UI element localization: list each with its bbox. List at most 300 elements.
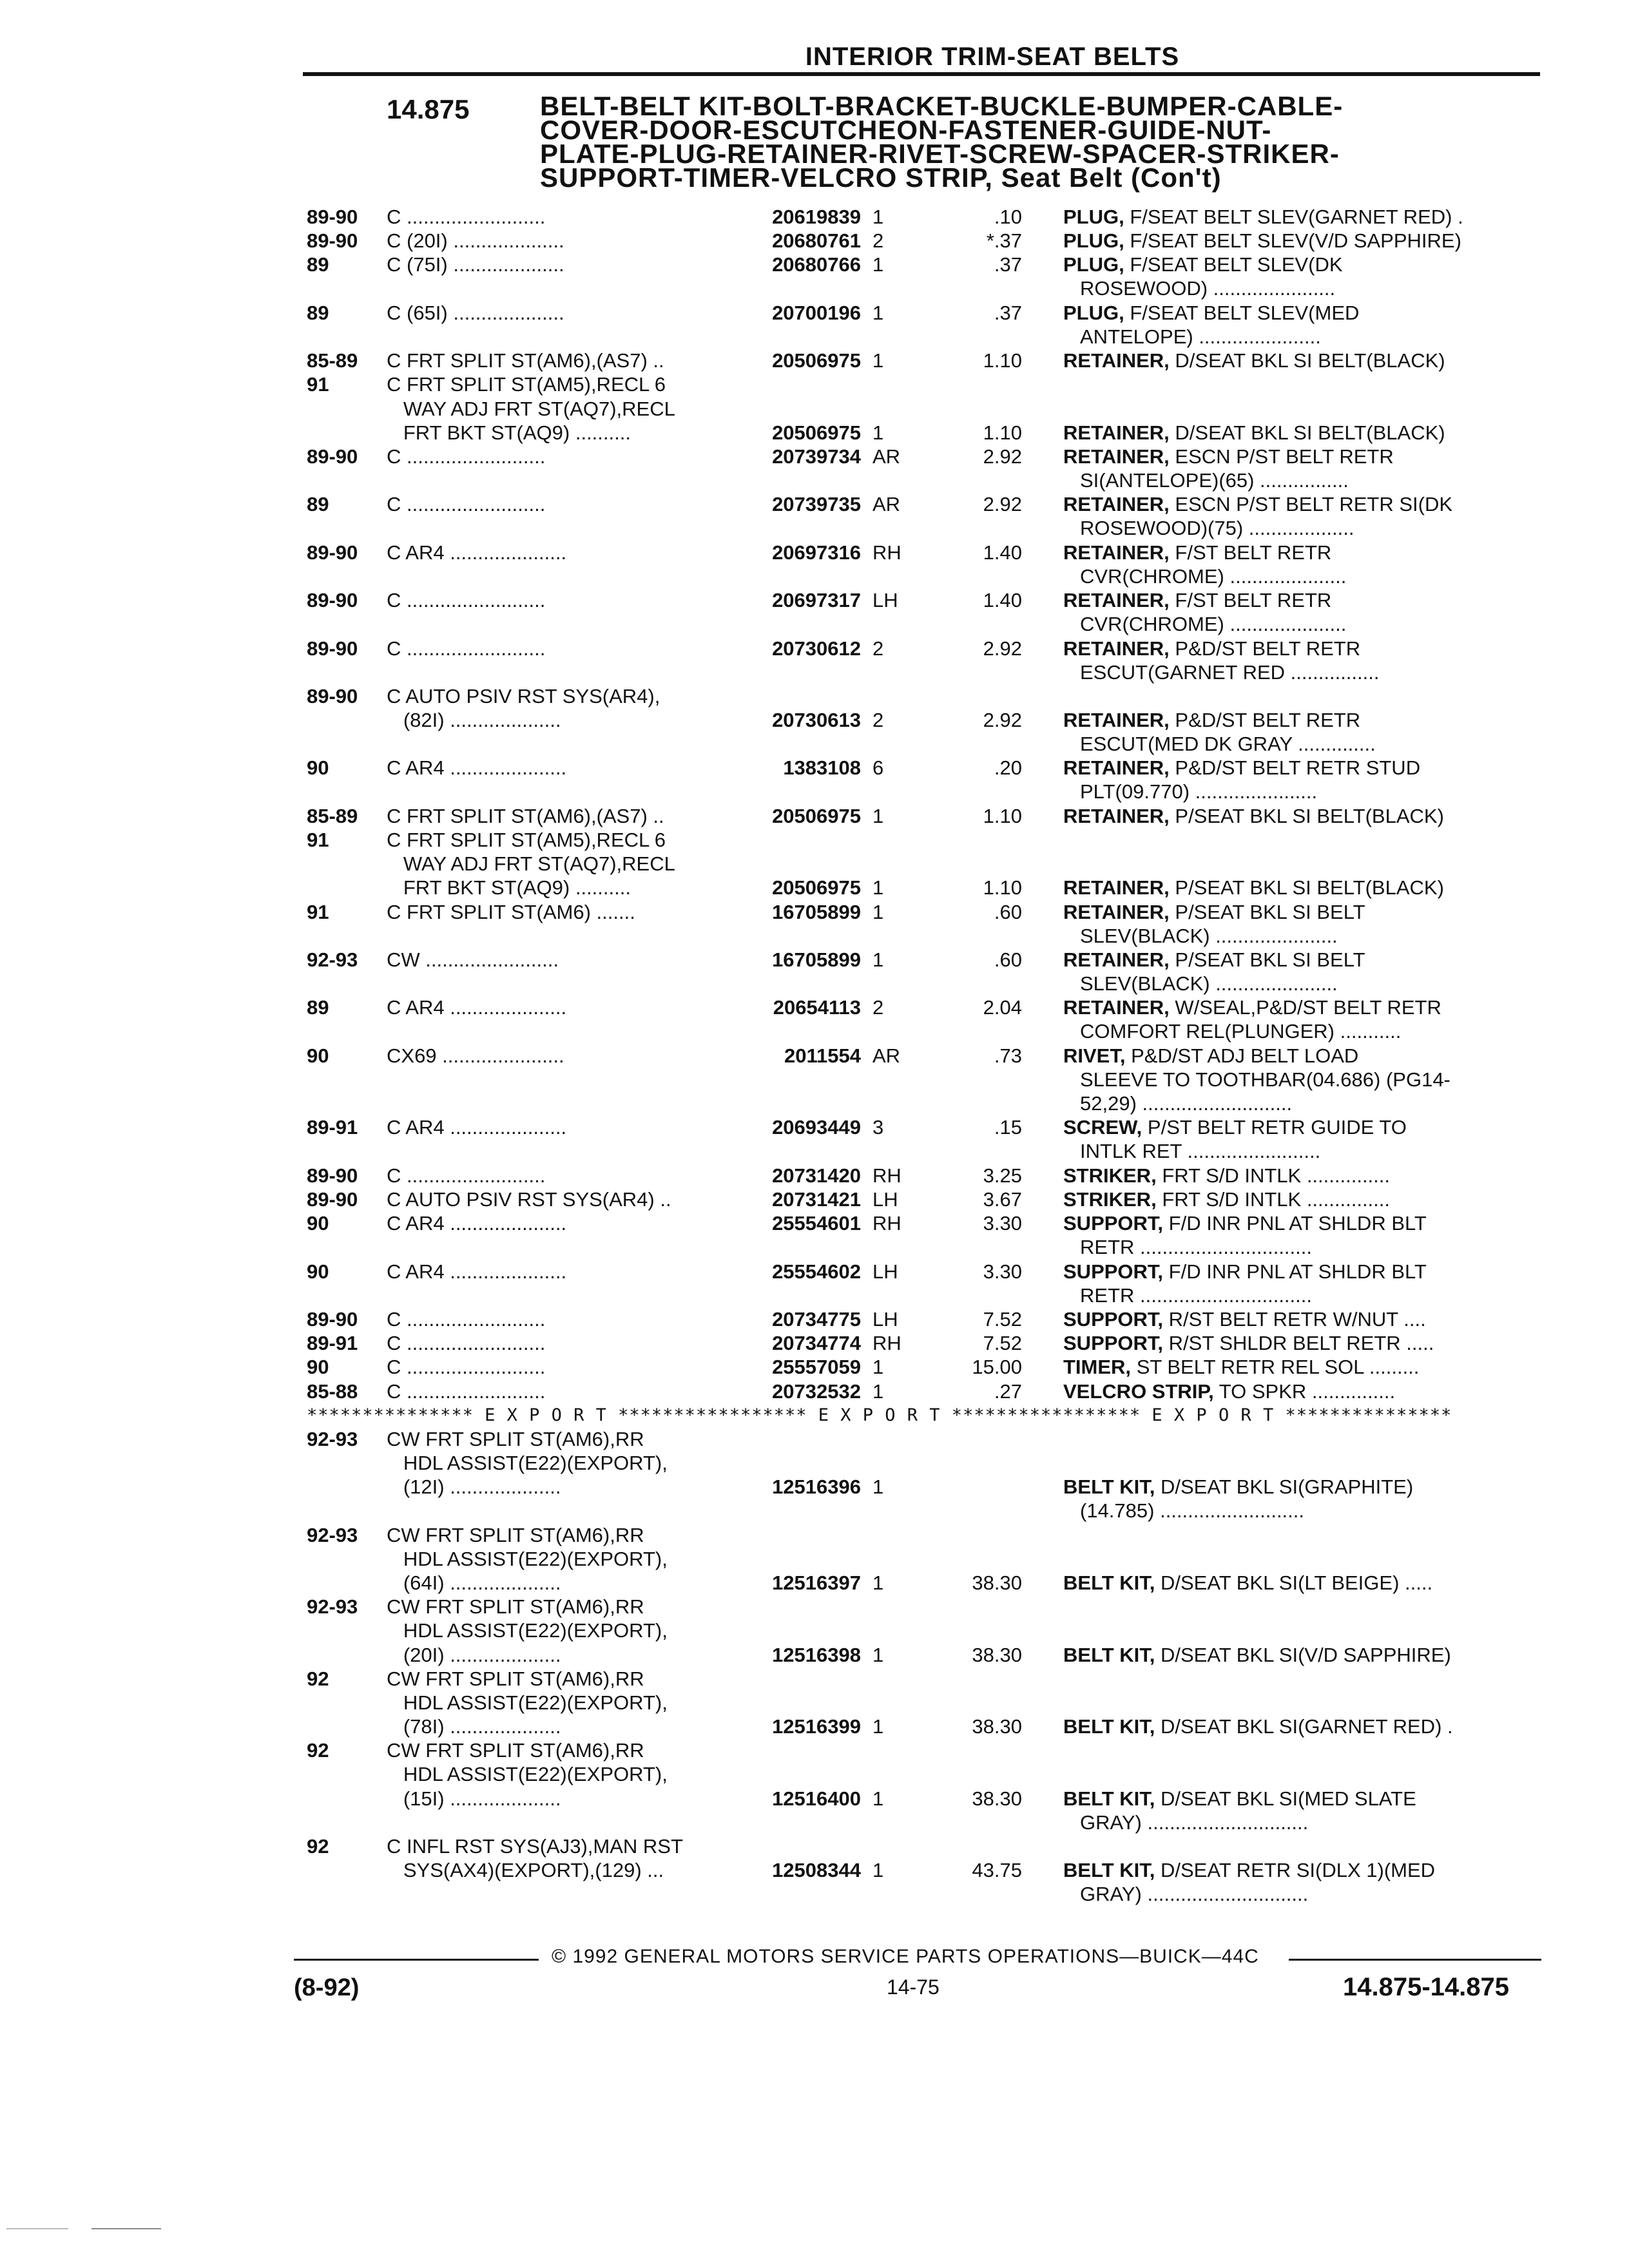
part-application: C FRT SPLIT ST(AM6),(AS7) .. <box>387 804 664 827</box>
part-name: SUPPORT, <box>1063 1212 1164 1235</box>
part-description <box>1063 1115 1534 1163</box>
part-number: 20693449 <box>772 1116 861 1139</box>
part-row <box>307 948 1531 995</box>
part-quantity: RH <box>872 1332 901 1355</box>
part-year: 91 <box>307 373 329 396</box>
part-description-line: F/SEAT BELT SLEV(MED <box>1130 301 1360 324</box>
part-year: 89 <box>307 301 329 324</box>
part-quantity: 1 <box>872 1643 884 1666</box>
part-description <box>1063 756 1534 803</box>
part-name: RETAINER, <box>1063 876 1170 899</box>
part-name: SUPPORT, <box>1063 1260 1164 1283</box>
part-application: C AR4 ..................... <box>387 996 567 1019</box>
part-quantity: 1 <box>872 1571 884 1594</box>
part-number: 20506975 <box>772 349 861 372</box>
part-description-line: F/D INR PNL AT SHLDR BLT <box>1168 1260 1427 1283</box>
part-application: HDL ASSIST(E22)(EXPORT), <box>387 1763 668 1786</box>
part-quantity: 2 <box>872 229 884 253</box>
part-year: 89-90 <box>307 1164 358 1187</box>
part-price: 43.75 <box>972 1859 1022 1882</box>
part-quantity: LH <box>872 1307 898 1331</box>
part-quantity: 1 <box>872 301 884 324</box>
part-name: BELT KIT, <box>1063 1643 1155 1666</box>
part-number: 20739735 <box>772 493 861 516</box>
part-name: SCREW, <box>1063 1116 1142 1139</box>
part-row <box>307 445 1531 492</box>
part-description-line: R/ST SHLDR BELT RETR ..... <box>1168 1332 1434 1355</box>
part-price: 1.40 <box>983 541 1022 564</box>
part-year: 92-93 <box>307 1595 358 1619</box>
part-price: .10 <box>994 206 1022 228</box>
part-application: C AR4 ..................... <box>387 541 567 564</box>
part-description-line: P/SEAT BKL SI BELT(BLACK) <box>1175 804 1444 827</box>
part-price: 38.30 <box>972 1643 1022 1666</box>
part-application: C ......................... <box>387 1164 546 1187</box>
part-application: C ......................... <box>387 1379 546 1403</box>
part-row <box>307 804 1531 828</box>
part-row <box>307 301 1531 349</box>
part-name: RETAINER, <box>1063 996 1170 1019</box>
part-number: 20734774 <box>772 1332 861 1355</box>
footer-copyright: © 1992 GENERAL MOTORS SERVICE PARTS OPERATIONS—BUICK—44C <box>552 1946 1259 1967</box>
part-description-line: D/SEAT BKL SI BELT(BLACK) <box>1175 349 1445 372</box>
part-quantity: 1 <box>872 876 884 899</box>
part-row <box>307 1427 1531 1523</box>
part-quantity: LH <box>872 589 898 612</box>
export-separator: *************** E X P O R T ***************** E X P O R T ***************** E X P O R T *************** <box>307 1405 1452 1425</box>
part-quantity: 1 <box>872 1379 884 1403</box>
part-description-line: SI(ANTELOPE)(65) ................ <box>1080 468 1349 492</box>
part-price: .15 <box>994 1116 1022 1139</box>
part-application: C INFL RST SYS(AJ3),MAN RST <box>387 1835 683 1858</box>
footer-rule-left <box>294 1959 539 1961</box>
part-application: CW FRT SPLIT ST(AM6),RR <box>387 1523 644 1546</box>
part-price: 1.10 <box>983 876 1022 899</box>
part-year: 91 <box>307 900 329 923</box>
part-quantity: AR <box>872 445 901 468</box>
part-year: 89-90 <box>307 1188 358 1211</box>
part-application: (64I) .................... <box>387 1571 561 1594</box>
part-application: C ......................... <box>387 637 546 660</box>
part-row <box>307 1667 1531 1739</box>
part-row <box>307 205 1531 229</box>
part-price: .60 <box>994 948 1022 972</box>
part-description <box>1063 205 1534 229</box>
part-description-line: P&D/ST BELT RETR <box>1175 709 1361 732</box>
part-description <box>1063 349 1534 372</box>
part-number: 1383108 <box>783 756 861 780</box>
part-quantity: 1 <box>872 948 884 972</box>
part-application: C ......................... <box>387 1332 546 1355</box>
footer-section-range: 14.875-14.875 <box>1343 1973 1510 2001</box>
part-application: HDL ASSIST(E22)(EXPORT), <box>387 1451 668 1474</box>
part-number: 20506975 <box>772 421 861 444</box>
part-price: 1.10 <box>983 804 1022 827</box>
part-description-line: F/ST BELT RETR <box>1175 541 1332 564</box>
part-description-line: P/ST BELT RETR GUIDE TO <box>1147 1116 1407 1139</box>
part-quantity: LH <box>872 1188 898 1211</box>
part-description <box>1063 1331 1534 1355</box>
part-application: CW FRT SPLIT ST(AM6),RR <box>387 1595 644 1619</box>
part-name: BELT KIT, <box>1063 1715 1155 1738</box>
part-description-line: SLEV(BLACK) ...................... <box>1080 924 1338 947</box>
part-application: SYS(AX4)(EXPORT),(129) ... <box>387 1859 664 1882</box>
part-year: 89-90 <box>307 684 358 707</box>
part-name: PLUG, <box>1063 229 1124 253</box>
part-year: 92 <box>307 1667 329 1690</box>
part-year: 89-90 <box>307 229 358 253</box>
part-quantity: 1 <box>872 349 884 372</box>
part-number: 20680761 <box>772 229 861 253</box>
part-number: 16705899 <box>772 948 861 972</box>
part-description-line: FRT S/D INTLK ............... <box>1162 1164 1391 1187</box>
part-price: 1.10 <box>983 421 1022 444</box>
part-row <box>307 1307 1531 1331</box>
part-description-line: P&D/ST BELT RETR STUD <box>1175 756 1421 780</box>
part-row <box>307 1523 1531 1595</box>
part-price: .20 <box>994 756 1022 780</box>
part-price: 15.00 <box>972 1356 1022 1379</box>
part-price: 3.67 <box>983 1188 1022 1211</box>
part-quantity: RH <box>872 1164 901 1187</box>
part-year: 89-90 <box>307 541 358 564</box>
part-description <box>1063 588 1534 636</box>
part-description-line: W/SEAL,P&D/ST BELT RETR <box>1175 996 1441 1019</box>
part-row <box>307 1115 1531 1163</box>
part-row <box>307 253 1531 300</box>
part-description <box>1063 1211 1534 1259</box>
part-number: 20734775 <box>772 1307 861 1331</box>
part-year: 89 <box>307 493 329 516</box>
part-price: 2.92 <box>983 493 1022 516</box>
part-description-line: RETR ............................... <box>1080 1283 1312 1307</box>
part-name: RETAINER, <box>1063 637 1170 660</box>
part-row <box>307 995 1531 1043</box>
footer-rule-right <box>1289 1959 1541 1961</box>
part-year: 89-90 <box>307 445 358 468</box>
part-quantity: 1 <box>872 206 884 228</box>
part-year: 90 <box>307 756 329 780</box>
part-quantity: AR <box>872 493 901 516</box>
page-header-title: INTERIOR TRIM-SEAT BELTS <box>805 43 1180 71</box>
part-quantity: 1 <box>872 421 884 444</box>
part-description <box>1063 948 1534 995</box>
part-description <box>1063 804 1534 828</box>
part-year: 92-93 <box>307 1427 358 1450</box>
part-description-line: D/SEAT BKL SI(MED SLATE <box>1161 1787 1416 1810</box>
part-row <box>307 229 1531 253</box>
part-application: (78I) .................... <box>387 1715 561 1738</box>
part-row <box>307 372 1531 445</box>
part-description-line: COMFORT REL(PLUNGER) ........... <box>1080 1020 1402 1043</box>
part-name: TIMER, <box>1063 1356 1132 1379</box>
part-quantity: 1 <box>872 253 884 276</box>
part-quantity: 1 <box>872 1356 884 1379</box>
section-title-line: SUPPORT-TIMER-VELCRO STRIP, Seat Belt (Con't) <box>540 162 1222 193</box>
part-application: C AR4 ..................... <box>387 1116 567 1139</box>
part-application: (82I) .................... <box>387 709 561 732</box>
part-name: STRIKER, <box>1063 1188 1157 1211</box>
part-number: 20619839 <box>772 206 861 228</box>
part-row <box>307 1164 1531 1187</box>
part-application: C AUTO PSIV RST SYS(AR4) .. <box>387 1188 671 1211</box>
part-number: 12516400 <box>772 1787 861 1810</box>
part-description-line: D/SEAT BKL SI(GRAPHITE) <box>1161 1475 1414 1499</box>
part-description <box>1063 1858 1534 1906</box>
section-title-line: COVER-DOOR-ESCUTCHEON-FASTENER-GUIDE-NUT- <box>540 115 1272 145</box>
part-row <box>307 1595 1531 1667</box>
part-name: RETAINER, <box>1063 709 1170 732</box>
part-description <box>1063 637 1534 684</box>
part-description <box>1063 900 1534 948</box>
part-price: 7.52 <box>983 1307 1022 1331</box>
part-name: SUPPORT, <box>1063 1307 1164 1331</box>
part-year: 92-93 <box>307 1523 358 1546</box>
part-quantity: 2 <box>872 709 884 732</box>
part-number: 20700196 <box>772 301 861 324</box>
part-description-line: RETR ............................... <box>1080 1236 1312 1259</box>
part-description <box>1063 253 1534 300</box>
part-name: RETAINER, <box>1063 804 1170 827</box>
section-title-line: PLATE-PLUG-RETAINER-RIVET-SCREW-SPACER-STRIKER- <box>540 139 1340 169</box>
part-year: 89-91 <box>307 1116 358 1139</box>
part-number: 20731420 <box>772 1164 861 1187</box>
part-year: 92 <box>307 1739 329 1762</box>
part-year: 92-93 <box>307 948 358 972</box>
part-row <box>307 1834 1531 1907</box>
part-description-line: CVR(CHROME) ..................... <box>1080 613 1347 636</box>
part-year: 89-90 <box>307 637 358 660</box>
part-number: 20732532 <box>772 1379 861 1403</box>
part-name: PLUG, <box>1063 206 1124 228</box>
part-number: 20697317 <box>772 589 861 612</box>
part-description-line: D/SEAT BKL SI BELT(BLACK) <box>1175 421 1445 444</box>
part-quantity: 2 <box>872 996 884 1019</box>
part-description-line: F/SEAT BELT SLEV(DK <box>1130 253 1343 276</box>
part-name: RETAINER, <box>1063 349 1170 372</box>
part-price: .37 <box>994 301 1022 324</box>
part-description-line: R/ST BELT RETR W/NUT .... <box>1168 1307 1426 1331</box>
part-row <box>307 1331 1531 1355</box>
part-description <box>1063 708 1534 756</box>
part-application: C FRT SPLIT ST(AM6) ....... <box>387 900 635 923</box>
part-number: 20731421 <box>772 1188 861 1211</box>
part-year: 92 <box>307 1835 329 1858</box>
part-description <box>1063 1787 1534 1834</box>
part-name: BELT KIT, <box>1063 1571 1155 1594</box>
part-year: 85-89 <box>307 804 358 827</box>
part-description-line: PLT(09.770) ...................... <box>1080 780 1318 803</box>
header-rule <box>303 72 1540 76</box>
part-year: 90 <box>307 1260 329 1283</box>
part-quantity: 3 <box>872 1116 884 1139</box>
part-description <box>1063 1044 1534 1115</box>
part-description-line: FRT S/D INTLK ............... <box>1162 1188 1391 1211</box>
part-number: 16705899 <box>772 900 861 923</box>
part-description <box>1063 445 1534 492</box>
part-quantity: 1 <box>872 804 884 827</box>
part-number: 12508344 <box>772 1859 861 1882</box>
part-application: CX69 ...................... <box>387 1044 564 1067</box>
part-description <box>1063 1355 1534 1379</box>
scan-artifact <box>6 2228 161 2229</box>
footer-page-number: 14-75 <box>887 1975 940 1999</box>
part-row <box>307 684 1531 756</box>
part-description-line: GRAY) ............................. <box>1080 1883 1309 1906</box>
part-description-line: ROSEWOOD) ...................... <box>1080 277 1336 300</box>
part-description-line: D/SEAT BKL SI(GARNET RED) . <box>1161 1715 1453 1738</box>
part-name: RETAINER, <box>1063 900 1170 923</box>
part-description-line: D/SEAT RETR SI(DLX 1)(MED <box>1161 1859 1436 1882</box>
part-description-line: F/D INR PNL AT SHLDR BLT <box>1168 1212 1427 1235</box>
part-description <box>1063 1571 1534 1595</box>
part-row <box>307 1044 1531 1116</box>
part-quantity: 1 <box>872 1859 884 1882</box>
part-price: 1.40 <box>983 589 1022 612</box>
part-number: 25554601 <box>772 1212 861 1235</box>
part-price: 2.92 <box>983 709 1022 732</box>
part-year: 90 <box>307 1044 329 1067</box>
part-row <box>307 1187 1531 1211</box>
part-number: 25557059 <box>772 1356 861 1379</box>
part-description-line: CVR(CHROME) ..................... <box>1080 564 1347 588</box>
part-description-line: ESCUT(MED DK GRAY .............. <box>1080 733 1376 756</box>
part-application: FRT BKT ST(AQ9) .......... <box>387 421 631 444</box>
part-number: 20654113 <box>773 996 861 1019</box>
part-description <box>1063 1260 1534 1307</box>
part-row <box>307 1379 1531 1403</box>
part-application: CW FRT SPLIT ST(AM6),RR <box>387 1667 644 1690</box>
part-application: HDL ASSIST(E22)(EXPORT), <box>387 1547 668 1570</box>
part-description-line: P/SEAT BKL SI BELT <box>1175 948 1365 972</box>
part-application: (20I) .................... <box>387 1643 561 1666</box>
part-year: 89 <box>307 996 329 1019</box>
part-row <box>307 828 1531 900</box>
part-application: C AR4 ..................... <box>387 756 567 780</box>
part-row <box>307 349 1531 372</box>
part-application: C AR4 ..................... <box>387 1212 567 1235</box>
part-name: SUPPORT, <box>1063 1332 1164 1355</box>
part-year: 85-89 <box>307 349 358 372</box>
part-year: 91 <box>307 829 329 852</box>
part-application: C ......................... <box>387 445 546 468</box>
part-description-line: F/SEAT BELT SLEV(GARNET RED) . <box>1130 206 1463 228</box>
part-name: BELT KIT, <box>1063 1787 1155 1810</box>
part-name: PLUG, <box>1063 301 1124 324</box>
part-number: 20697316 <box>772 541 861 564</box>
part-price: 1.10 <box>983 349 1022 372</box>
part-name: RETAINER, <box>1063 541 1170 564</box>
part-description-line: P&D/ST BELT RETR <box>1175 637 1361 660</box>
section-title-line: BELT-BELT KIT-BOLT-BRACKET-BUCKLE-BUMPER-CABLE- <box>540 91 1344 121</box>
part-name: VELCRO STRIP, <box>1063 1379 1214 1403</box>
part-price: 3.25 <box>983 1164 1022 1187</box>
part-quantity: 1 <box>872 1475 884 1499</box>
part-description <box>1063 1715 1534 1738</box>
part-year: 85-88 <box>307 1379 358 1403</box>
part-description-line: SLEEVE TO TOOTHBAR(04.686) (PG14- <box>1080 1068 1451 1091</box>
part-application: C ......................... <box>387 1307 546 1331</box>
part-application: FRT BKT ST(AQ9) .......... <box>387 876 631 899</box>
part-row <box>307 541 1531 588</box>
part-application: WAY ADJ FRT ST(AQ7),RECL <box>387 852 675 876</box>
part-application: CW FRT SPLIT ST(AM6),RR <box>387 1427 644 1450</box>
part-description <box>1063 492 1534 540</box>
part-name: RETAINER, <box>1063 589 1170 612</box>
part-name: RETAINER, <box>1063 445 1170 468</box>
part-description <box>1063 1379 1534 1403</box>
part-name: RETAINER, <box>1063 948 1170 972</box>
part-description-line: ST BELT RETR REL SOL ......... <box>1136 1356 1420 1379</box>
part-description-line: 52,29) ........................... <box>1080 1091 1293 1115</box>
part-description <box>1063 1475 1534 1523</box>
part-name: STRIKER, <box>1063 1164 1157 1187</box>
part-number: 20506975 <box>772 804 861 827</box>
part-quantity: 6 <box>872 756 884 780</box>
part-quantity: 2 <box>872 637 884 660</box>
part-application: C AUTO PSIV RST SYS(AR4), <box>387 684 660 707</box>
part-price: 7.52 <box>983 1332 1022 1355</box>
part-year: 90 <box>307 1212 329 1235</box>
part-number: 12516399 <box>772 1715 861 1738</box>
part-year: 90 <box>307 1356 329 1379</box>
part-price: 2.92 <box>983 637 1022 660</box>
section-number: 14.875 <box>387 94 470 124</box>
part-application: (12I) .................... <box>387 1475 561 1499</box>
part-number: 20730612 <box>772 637 861 660</box>
part-name: RETAINER, <box>1063 493 1170 516</box>
part-number: 12516398 <box>772 1643 861 1666</box>
part-description <box>1063 541 1534 588</box>
part-price: .73 <box>994 1044 1022 1067</box>
part-name: PLUG, <box>1063 253 1124 276</box>
part-name: RETAINER, <box>1063 756 1170 780</box>
part-description-line: GRAY) ............................. <box>1080 1811 1309 1834</box>
part-price: 2.04 <box>983 996 1022 1019</box>
part-application: C FRT SPLIT ST(AM5),RECL 6 <box>387 373 666 396</box>
part-price: 38.30 <box>972 1571 1022 1594</box>
part-application: C ......................... <box>387 493 546 516</box>
part-year: 89-91 <box>307 1332 358 1355</box>
part-application: C AR4 ..................... <box>387 1260 567 1283</box>
part-price: 38.30 <box>972 1715 1022 1738</box>
part-application: CW FRT SPLIT ST(AM6),RR <box>387 1739 644 1762</box>
part-year: 89 <box>307 253 329 276</box>
part-name: RETAINER, <box>1063 421 1170 444</box>
part-description-line: ESCN P/ST BELT RETR SI(DK <box>1175 493 1453 516</box>
part-application: (15I) .................... <box>387 1787 561 1810</box>
part-application: HDL ASSIST(E22)(EXPORT), <box>387 1691 668 1714</box>
part-application: C FRT SPLIT ST(AM6),(AS7) .. <box>387 349 664 372</box>
part-quantity: LH <box>872 1260 898 1283</box>
part-quantity: 1 <box>872 1715 884 1738</box>
part-description-line: P/SEAT BKL SI BELT(BLACK) <box>1175 876 1444 899</box>
part-number: 20739734 <box>772 445 861 468</box>
part-quantity: RH <box>872 541 901 564</box>
part-description-line: (14.785) .......................... <box>1080 1499 1305 1523</box>
part-number: 12516397 <box>772 1571 861 1594</box>
part-description-line: D/SEAT BKL SI(V/D SAPPHIRE) <box>1161 1643 1451 1666</box>
part-description <box>1063 995 1534 1043</box>
footer-revision-date: (8-92) <box>294 1974 360 2001</box>
part-description-line: ESCN P/ST BELT RETR <box>1175 445 1394 468</box>
part-application: C ......................... <box>387 206 546 228</box>
part-description-line: ESCUT(GARNET RED ................ <box>1080 660 1380 684</box>
part-year: 89-90 <box>307 1307 358 1331</box>
part-description-line: F/ST BELT RETR <box>1175 589 1332 612</box>
part-row <box>307 900 1531 948</box>
part-application: C ......................... <box>387 1356 546 1379</box>
